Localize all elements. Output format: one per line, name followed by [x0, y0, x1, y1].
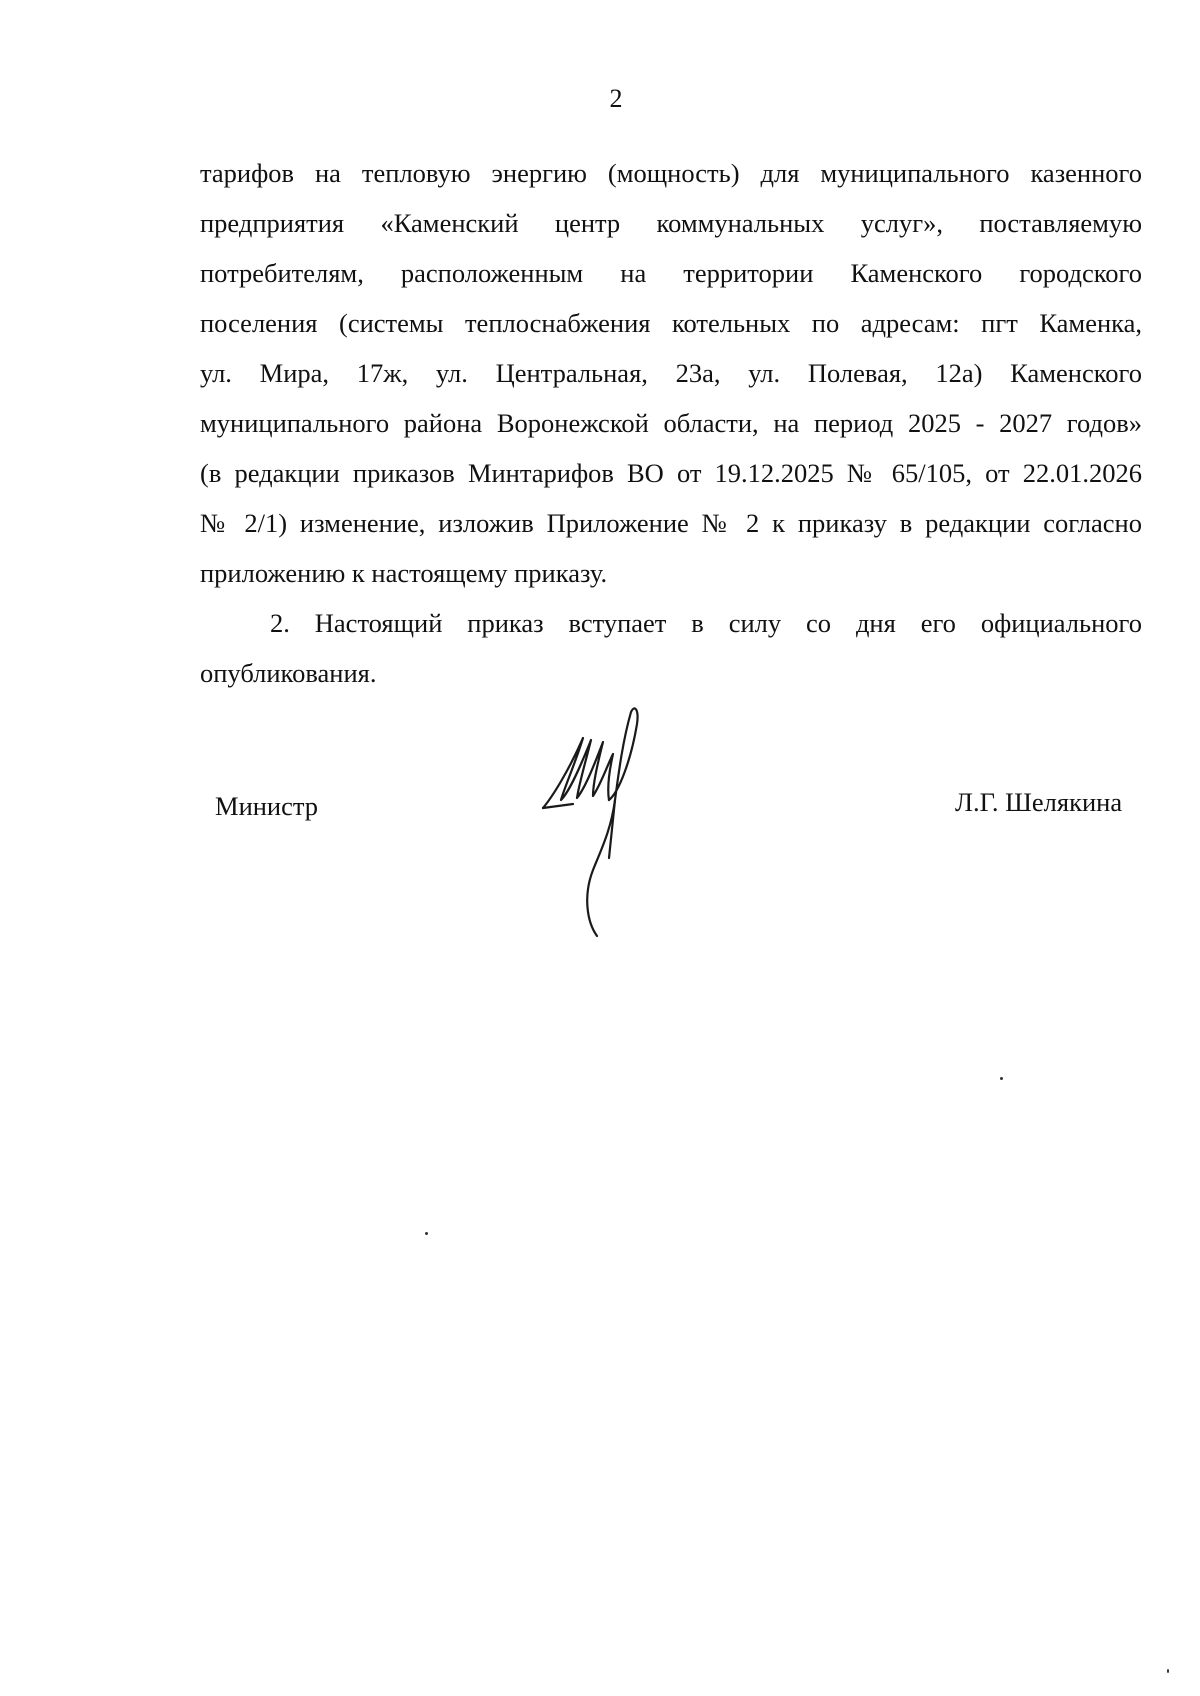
paragraph-line: приложению к настоящему приказу. — [200, 558, 608, 588]
signer-name: Л.Г. Шелякина — [955, 787, 1123, 817]
body-text — [200, 148, 1142, 698]
paragraph-line: муниципального района Воронежской области, на период 2025 - 2027 годов» — [200, 408, 1142, 438]
paragraph-line: тарифов на тепловую энергию (мощность) для муниципального казенного — [200, 158, 1142, 188]
handwritten-signature — [535, 700, 695, 940]
clause-line: 2. Настоящий приказ вступает в силу со дня его официального — [270, 608, 1142, 638]
clause-line: опубликования. — [200, 658, 377, 688]
paragraph-line: ул. Мира, 17ж, ул. Центральная, 23а, ул. Полевая, 12а) Каменского — [200, 358, 1142, 388]
paragraph-line: (в редакции приказов Минтарифов ВО от 19.12.2025 № 65/105, от 22.01.2026 — [200, 458, 1142, 488]
scan-speck — [425, 1232, 428, 1235]
paragraph-line: предприятия «Каменский центр коммунальных услуг», поставляемую — [200, 208, 1142, 238]
paragraph-line: поселения (системы теплоснабжения котельных по адресам: пгт Каменка, — [200, 308, 1142, 338]
paragraph-line: потребителям, расположенным на территории Каменского городского — [200, 258, 1142, 288]
signer-title: Министр — [215, 791, 319, 821]
paragraph-line: № 2/1) изменение, изложив Приложение № 2 к приказу в редакции согласно — [200, 508, 1142, 538]
scan-speck — [1000, 1077, 1003, 1080]
scan-speck — [1167, 1669, 1169, 1673]
page-number: 2 — [609, 84, 623, 113]
